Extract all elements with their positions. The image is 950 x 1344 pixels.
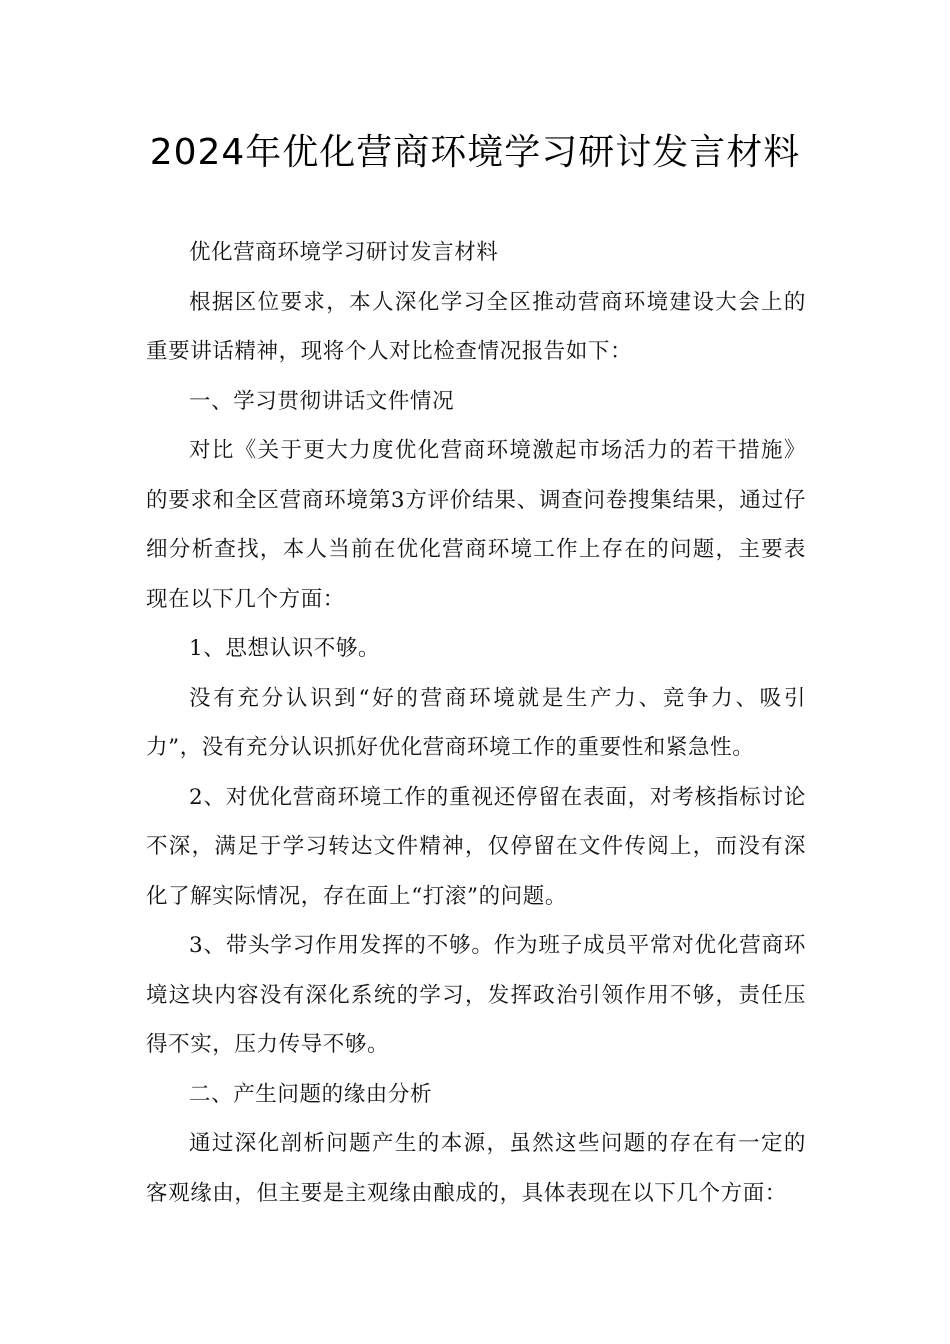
item-heading-1: 1、思想认识不够。: [189, 636, 381, 661]
section-heading-1: 一、学习贯彻讲话文件情况: [189, 388, 455, 414]
paragraph-item-3: 3、带头学习作用发挥的不够。作为班子成员平常对优化营商环境这块内容没有深化系统的学习，发挥政治引领作用不够，责任压得不实，压力传导不够。: [146, 933, 806, 1057]
paragraph-item-1-detail: 没有充分认识到“好的营商环境就是生产力、竞争力、吸引力”，没有充分认识抓好优化营商环境工作的重要性和紧急性。: [146, 685, 806, 760]
paragraph-intro: 根据区位要求，本人深化学习全区推动营商环境建设大会上的重要讲话精神，现将个人对比检查情况报告如下：: [146, 289, 806, 364]
document-title: 2024年优化营商环境学习研讨发言材料: [149, 132, 801, 173]
document-body: [146, 228, 806, 1218]
paragraph-item-2: 2、对优化营商环境工作的重视还停留在表面，对考核指标讨论不深，满足于学习转达文件精神，仅停留在文件传阅上，而没有深化了解实际情况，存在面上“打滚”的问题。: [146, 784, 806, 909]
section-heading-2: 二、产生问题的缘由分析: [189, 1081, 433, 1107]
paragraph-comparison: 对比《关于更大力度优化营商环境激起市场活力的若干措施》的要求和全区营商环境第3方评价结果、调查问卷搜集结果，通过仔细分析查找，本人当前在优化营商环境工作上存在的问题，主要表现在以下几个方面：: [146, 438, 806, 612]
paragraph-cause-analysis: 通过深化剖析问题产生的本源，虽然这些问题的存在有一定的客观缘由，但主要是主观缘由酿成的，具体表现在以下几个方面：: [146, 1131, 806, 1206]
paragraph-subtitle: 优化营商环境学习研讨发言材料: [189, 240, 499, 265]
